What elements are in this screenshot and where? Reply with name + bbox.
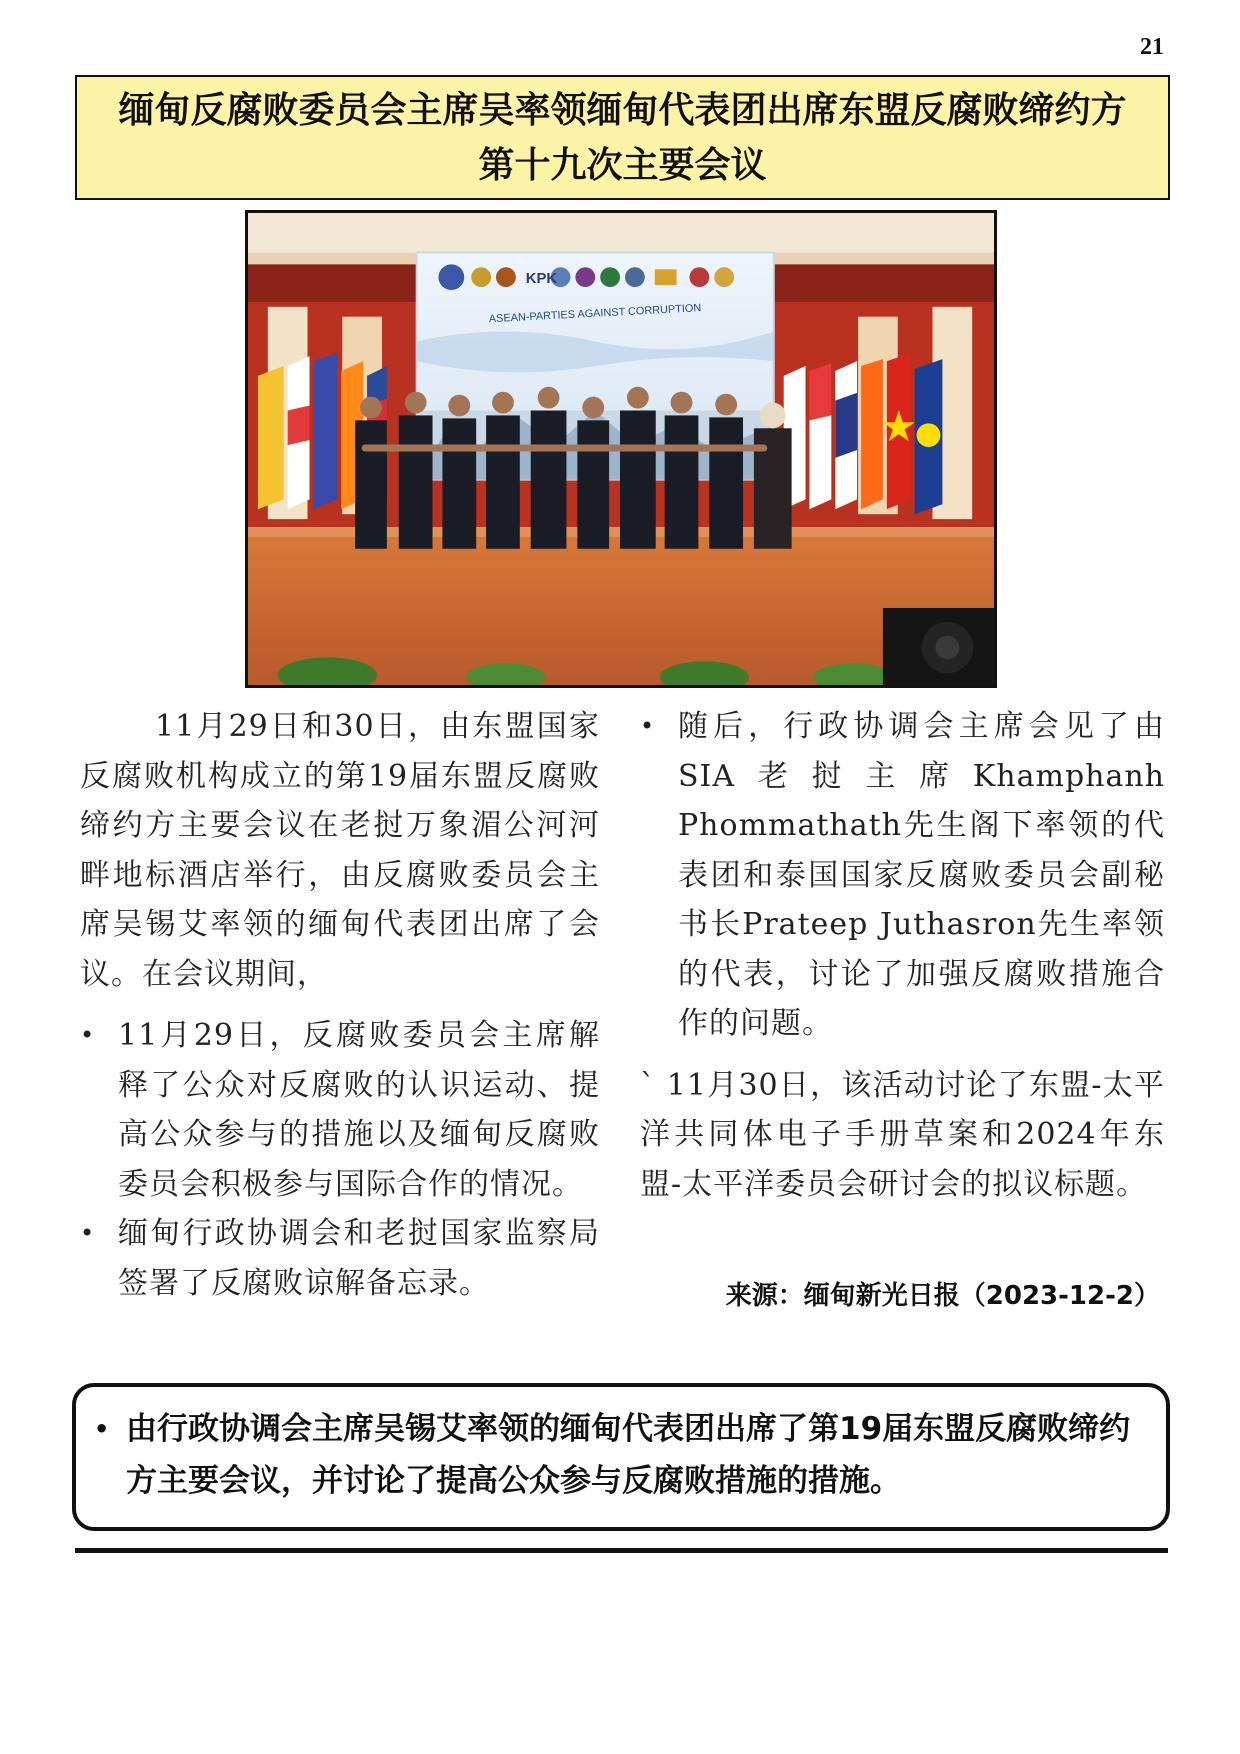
list-item: • 缅甸行政协调会和老挝国家监察局签署了反腐败谅解备忘录。: [80, 1209, 600, 1308]
right-bullet-list: [640, 702, 1165, 1049]
camera-foreground: [883, 608, 994, 685]
article-title: [75, 75, 1170, 200]
list-item: • 随后，行政协调会主席会见了由SIA老挝主席Khamphanh Phommathath先生阁下率领的代表团和泰国国家反腐败委员会副秘书长Prateep Juthasron先生率领的代表，讨论了加强反腐败措施合作的问题。: [640, 702, 1165, 1049]
banner-logo-text: KPK: [525, 271, 558, 288]
nov30-paragraph: ` 11月30日，该活动讨论了东盟-太平洋共同体电子手册草案和2024年东盟-太平洋委员会研讨会的拟议标题。: [640, 1067, 1165, 1202]
left-bullet-list: [80, 1011, 600, 1308]
title-line-1: 缅甸反腐败委员会主席吴率领缅甸代表团出席东盟反腐败缔约方: [118, 89, 1127, 131]
intro-paragraph: 11月29日和30日，由东盟国家反腐败机构成立的第19届东盟反腐败缔约方主要会议在老挝万象湄公河河畔地标酒店举行，由反腐败委员会主席吴锡艾率领的缅甸代表团出席了会议。在会议期间，: [80, 709, 600, 992]
right-column: [640, 702, 1165, 1209]
meeting-photo: [245, 210, 997, 688]
list-item: • 11月29日，反腐败委员会主席解释了公众对反腐败的认识运动、提高公众参与的措施以及缅甸反腐败委员会积极参与国际合作的情况。: [80, 1011, 600, 1209]
bottom-divider: [75, 1548, 1168, 1553]
title-line-2: 第十九次主要会议: [478, 144, 767, 186]
summary-box: [72, 1383, 1170, 1531]
bullet-icon: •: [94, 1415, 110, 1443]
page-number: 21: [1140, 34, 1164, 60]
summary-text: 由行政协调会主席吴锡艾率领的缅甸代表团出席了第19届东盟反腐败缔约方主要会议，并讨论了提高公众参与反腐败措施的措施。: [126, 1411, 1131, 1499]
banner-text: ASEAN-PARTIES AGAINST CORRUPTION: [488, 302, 702, 326]
source-citation: 来源：缅甸新光日报（2023-12-2）: [725, 1281, 1160, 1311]
left-column: [80, 702, 600, 1308]
